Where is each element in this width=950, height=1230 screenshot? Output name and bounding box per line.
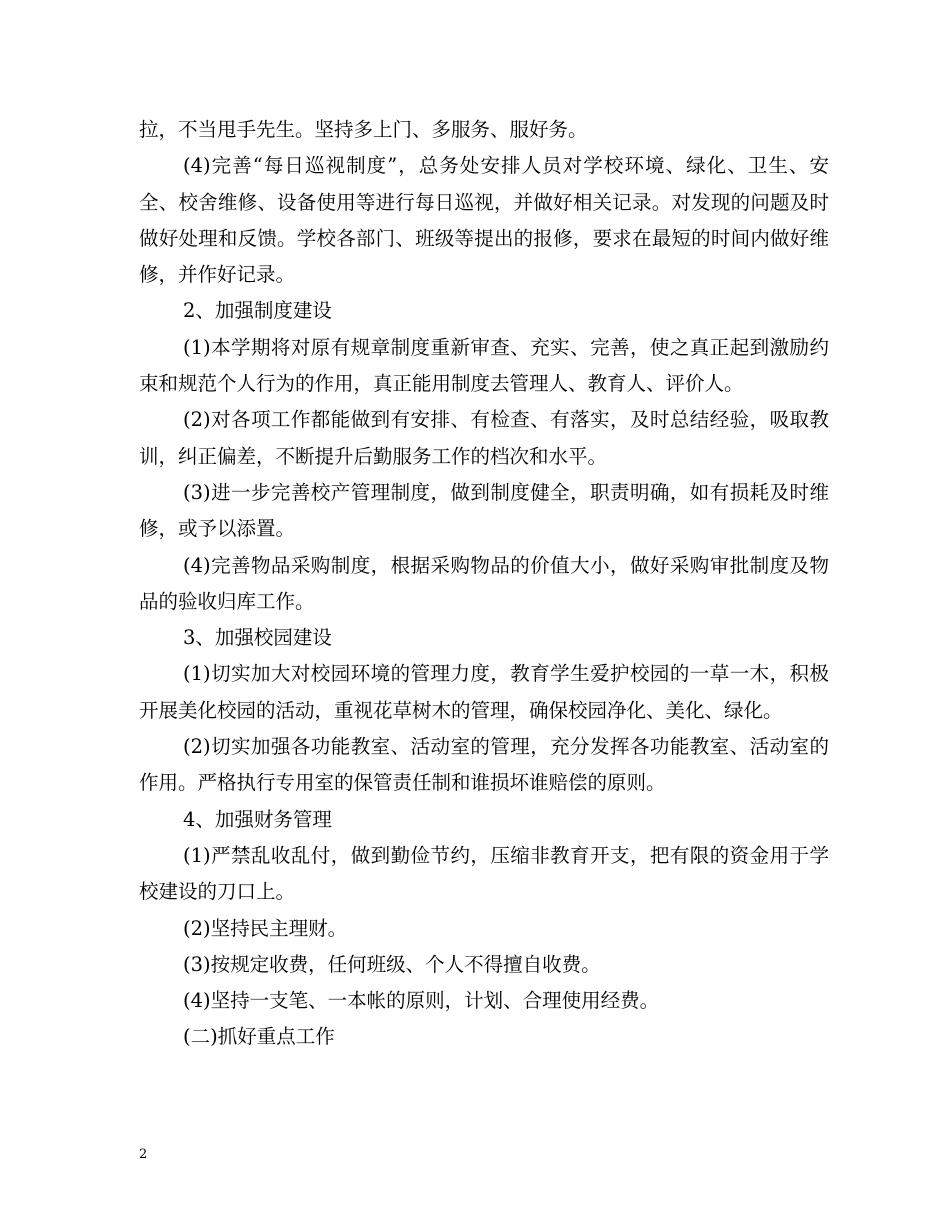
page-number: 2 <box>139 1147 148 1162</box>
paragraph: (1)切实加大对校园环境的管理力度，教育学生爱护校园的一草一木，积极开展美化校园的活动，重视花草树木的管理，确保校园净化、美化、绿化。 <box>139 662 829 722</box>
section-heading: (二)抓好重点工作 <box>183 1025 335 1049</box>
paragraph: 拉，不当甩手先生。坚持多上门、多服务、服好务。 <box>139 118 588 141</box>
document-body <box>139 112 829 1056</box>
paragraph: (1)本学期将对原有规章制度重新审查、充实、完善，使之真正起到激励约束和规范个人行为的作用，真正能用制度去管理人、教育人、评价人。 <box>139 335 829 396</box>
paragraph: (2)坚持民主理财。 <box>183 916 348 940</box>
paragraph: (3)按规定收费，任何班级、个人不得擅自收费。 <box>183 952 601 976</box>
paragraph: (2)切实加强各功能教室、活动室的管理，充分发挥各功能教室、活动室的作用。严格执行专用室的保管责任制和谁损坏谁赔偿的原则。 <box>139 735 829 795</box>
paragraph: (3)进一步完善校产管理制度，做到制度健全，职责明确，如有损耗及时维修，或予以添置。 <box>139 480 829 541</box>
paragraph: (4)完善物品采购制度，根据采购物品的价值大小，做好采购审批制度及物品的验收归库工作。 <box>139 553 829 613</box>
paragraph: (1)严禁乱收乱付，做到勤俭节约，压缩非教育开支，把有限的资金用于学校建设的刀口上。 <box>139 843 829 904</box>
paragraph: (2)对各项工作都能做到有安排、有检查、有落实，及时总结经验，吸取教训，纠正偏差，不断提升后勤服务工作的档次和水平。 <box>139 408 829 468</box>
section-heading: 3、加强校园建设 <box>183 626 332 650</box>
paragraph: (4)完善“每日巡视制度”，总务处安排人员对学校环境、绿化、卫生、安全、校舍维修、设备使用等进行每日巡视，并做好相关记录。对发现的问题及时做好处理和反馈。学校各部门、班级等提出的报修，要求在最短的时间内做好维修，并作好记录。 <box>139 154 829 287</box>
section-heading: 2、加强制度建设 <box>183 299 332 323</box>
section-heading: 4、加强财务管理 <box>183 807 332 831</box>
paragraph: (4)坚持一支笔、一本帐的原则，计划、合理使用经费。 <box>183 989 660 1013</box>
